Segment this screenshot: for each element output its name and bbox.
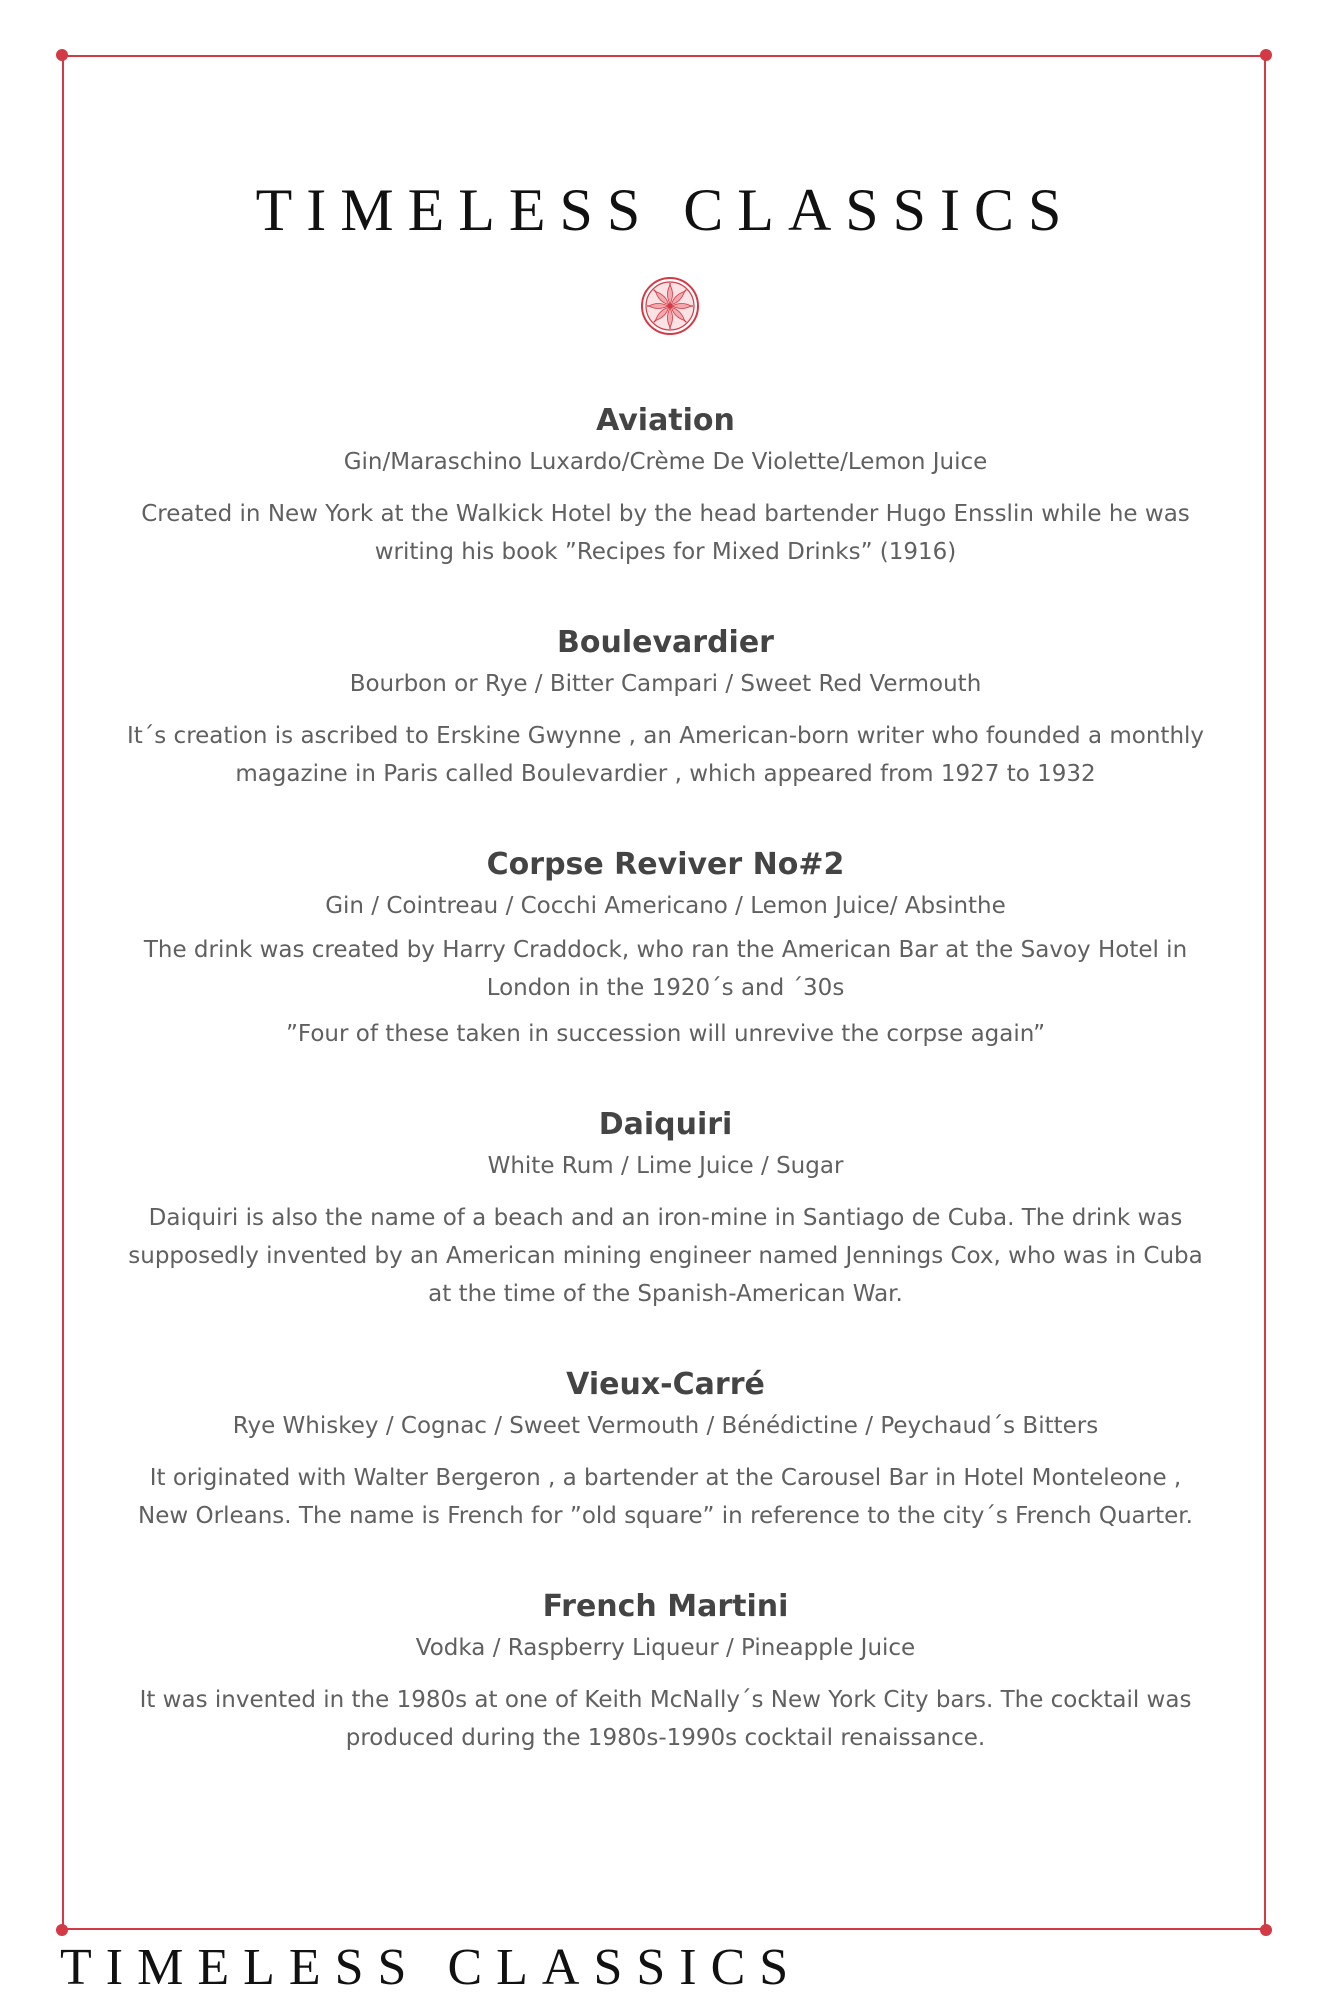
drink-ingredients: Gin / Cointreau / Cocchi Americano / Lemon Juice/ Absinthe [325,893,1006,920]
menu-title: TIMELESS CLASSICS [255,177,1076,243]
drink-ingredients: Rye Whiskey / Cognac / Sweet Vermouth / Bénédictine / Peychaud´s Bitters [232,1413,1099,1440]
drink-name: Aviation [596,403,735,438]
drink-description: It originated with Walter Bergeron , a bartender at the Carousel Bar in Hotel Monteleone , New Orleans. The name is French for ”old square” in reference to the city´s French Quarter. [138,1465,1193,1530]
drink-entry [100,1104,1231,1314]
drink-description: It was invented in the 1980s at one of Keith McNally´s New York City bars. The cocktail was produced during the 1980s-1990s cocktail renaissance. [139,1687,1192,1752]
drink-description: Created in New York at the Walkick Hotel by the head bartender Hugo Ensslin while he was writing his book ”Recipes for Mixed Drinks” (1916) [141,501,1190,566]
drink-ingredients: Gin/Maraschino Luxardo/Crème De Violette/Lemon Juice [343,449,988,475]
footer-title: TIMELESS CLASSICS [60,1939,803,1996]
drink-description: The drink was created by Harry Craddock, who ran the American Bar at the Savoy Hotel in London in the 1920´s and ´30s [143,937,1188,1002]
drink-name: Corpse Reviver No#2 [486,847,845,883]
drink-name: Daiquiri [598,1107,733,1143]
border-corner-dot [1260,49,1272,61]
drink-ingredients: Vodka / Raspberry Liqueur / Pineapple Juice [415,1635,916,1662]
drink-ingredients: White Rum / Lime Juice / Sugar [487,1153,844,1180]
border-corner-dot [1260,1924,1272,1936]
border-corner-dot [56,49,68,61]
drink-description: It´s creation is ascribed to Erskine Gwynne , an American-born writer who founded a monthly magazine in Paris called Boulevardier , which appeared from 1927 to 1932 [126,723,1205,788]
drink-name: Boulevardier [557,625,774,661]
drink-entry [100,1364,1231,1536]
drink-quote: ”Four of these taken in succession will unrevive the corpse again” [286,1021,1045,1048]
drink-entry [100,1586,1231,1758]
drink-description: Daiquiri is also the name of a beach and an iron-mine in Santiago de Cuba. The drink was supposedly invented by an American mining engineer named Jennings Cox, who was in Cuba at the time of the Spanish-American War. [128,1205,1203,1308]
drink-entry [100,622,1231,794]
drink-name: French Martini [542,1589,789,1625]
drink-entry [100,844,1231,1054]
drink-ingredients: Bourbon or Rye / Bitter Campari / Sweet Red Vermouth [349,671,982,698]
drinks-list [100,400,1231,1758]
border-corner-dot [56,1924,68,1936]
drink-name: Vieux-Carré [566,1367,765,1403]
drink-entry [100,400,1231,572]
citrus-slice-icon [640,276,700,336]
